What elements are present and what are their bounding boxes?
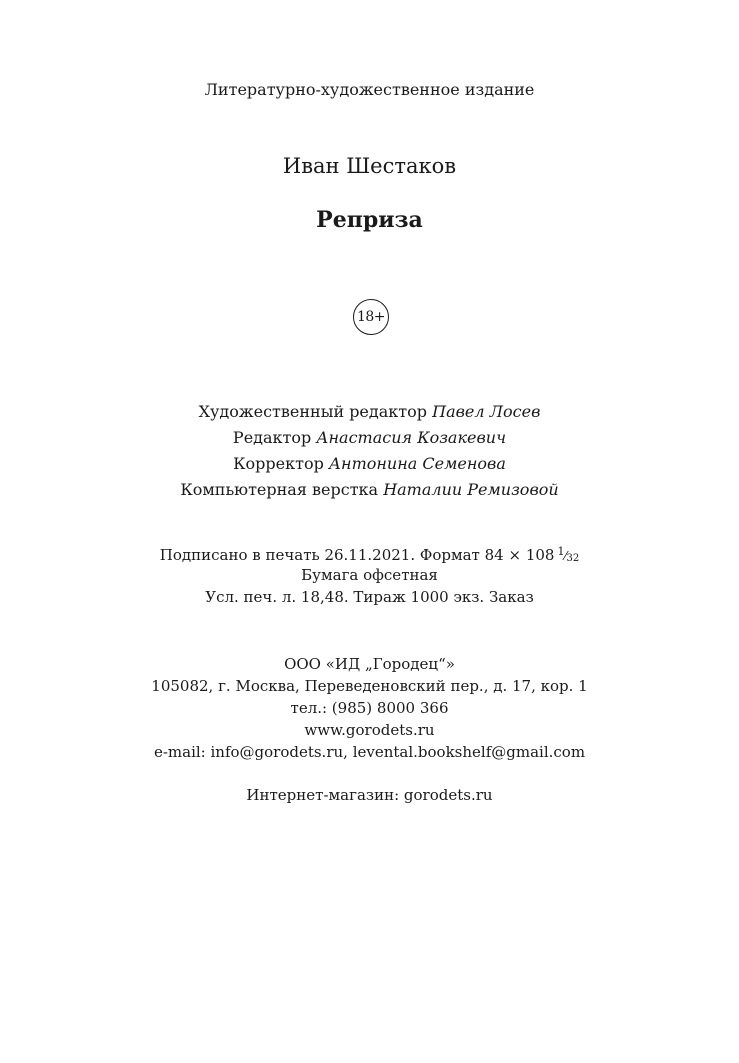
credit-proofreader — [0, 453, 739, 475]
publisher-website: www.gorodets.ru — [304, 721, 435, 739]
credit-person: Наталии Ремизовой — [383, 480, 559, 499]
format-numerator: 1 — [557, 545, 565, 558]
publisher-phone: тел.: (985) 8000 366 — [290, 699, 449, 717]
credit-role: Компьютерная верстка — [180, 480, 379, 499]
publisher-email: e-mail: info@gorodets.ru, levental.bookshelf@gmail.com — [153, 743, 586, 761]
credit-person: Павел Лосев — [432, 402, 541, 421]
online-shop: Интернет-магазин: gorodets.ru — [246, 786, 493, 804]
publisher-address: 105082, г. Москва, Переведеновский пер., д. 17, кор. 1 — [151, 677, 588, 695]
format-slash: ⁄ — [564, 549, 567, 563]
credit-role: Редактор — [232, 428, 312, 447]
paper-type: Бумага офсетная — [301, 566, 438, 584]
credit-art-editor — [0, 401, 739, 423]
publisher-name: ООО «ИД „Городец“» — [284, 655, 455, 673]
credit-editor — [0, 427, 739, 449]
credit-role: Художественный редактор — [198, 402, 428, 421]
author-name: Иван Шестаков — [282, 154, 457, 178]
age-rating-badge: 18+ — [353, 299, 389, 335]
credit-person: Антонина Семенова — [328, 454, 506, 473]
credit-person: Анастасия Козакевич — [316, 428, 507, 447]
credit-role: Корректор — [233, 454, 324, 473]
format-denominator: 32 — [566, 553, 580, 564]
credit-layout — [0, 479, 739, 501]
book-title: Реприза — [316, 207, 423, 233]
print-signed-text: Подписано в печать 26.11.2021. Формат 84 × 108 — [159, 546, 555, 564]
edition-type: Литературно-художественное издание — [204, 80, 535, 99]
print-volume: Усл. печ. л. 18,48. Тираж 1000 экз. Заказ — [205, 588, 534, 606]
